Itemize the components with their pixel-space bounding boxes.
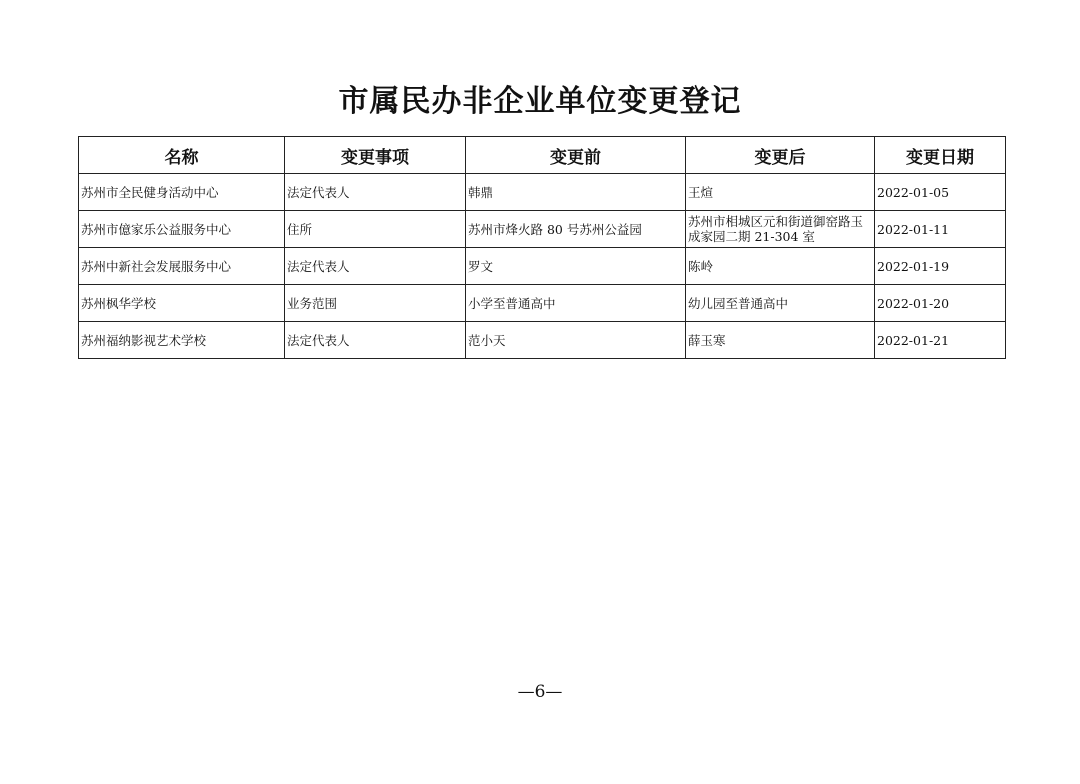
- header-change-date: 变更日期: [875, 137, 1006, 174]
- table-row: [79, 285, 1006, 322]
- cell-before: 小学至普通高中: [466, 285, 686, 322]
- cell-change-item: 法定代表人: [285, 248, 466, 285]
- header-after: 变更后: [686, 137, 875, 174]
- cell-before: 罗文: [466, 248, 686, 285]
- registration-change-table: [78, 136, 1006, 359]
- cell-name: 苏州中新社会发展服务中心: [79, 248, 285, 285]
- cell-change-item: 法定代表人: [285, 322, 466, 359]
- cell-after: 陈岭: [686, 248, 875, 285]
- cell-change-date: 2022-01-19: [875, 248, 1006, 285]
- header-name: 名称: [79, 137, 285, 174]
- table-header-row: [79, 137, 1006, 174]
- table-row: [79, 322, 1006, 359]
- table-row: [79, 211, 1006, 248]
- header-change-item: 变更事项: [285, 137, 466, 174]
- table-row: [79, 174, 1006, 211]
- cell-change-date: 2022-01-20: [875, 285, 1006, 322]
- cell-change-item: 法定代表人: [285, 174, 466, 211]
- cell-name: 苏州市全民健身活动中心: [79, 174, 285, 211]
- cell-after: 苏州市相城区元和街道御窑路玉成家园二期 21-304 室: [686, 211, 875, 248]
- cell-name: 苏州枫华学校: [79, 285, 285, 322]
- cell-before: 范小天: [466, 322, 686, 359]
- cell-before: 苏州市烽火路 80 号苏州公益园: [466, 211, 686, 248]
- page-title: 市属民办非企业单位变更登记: [338, 84, 742, 119]
- header-before: 变更前: [466, 137, 686, 174]
- cell-change-item: 住所: [285, 211, 466, 248]
- table-row: [79, 248, 1006, 285]
- cell-change-date: 2022-01-05: [875, 174, 1006, 211]
- cell-after: 幼儿园至普通高中: [686, 285, 875, 322]
- cell-after: 王煊: [686, 174, 875, 211]
- cell-name: 苏州福纳影视艺术学校: [79, 322, 285, 359]
- cell-change-date: 2022-01-21: [875, 322, 1006, 359]
- cell-change-date: 2022-01-11: [875, 211, 1006, 248]
- cell-before: 韩鼎: [466, 174, 686, 211]
- page-number: —6—: [517, 682, 563, 702]
- cell-change-item: 业务范围: [285, 285, 466, 322]
- cell-name: 苏州市億家乐公益服务中心: [79, 211, 285, 248]
- cell-after: 薛玉寒: [686, 322, 875, 359]
